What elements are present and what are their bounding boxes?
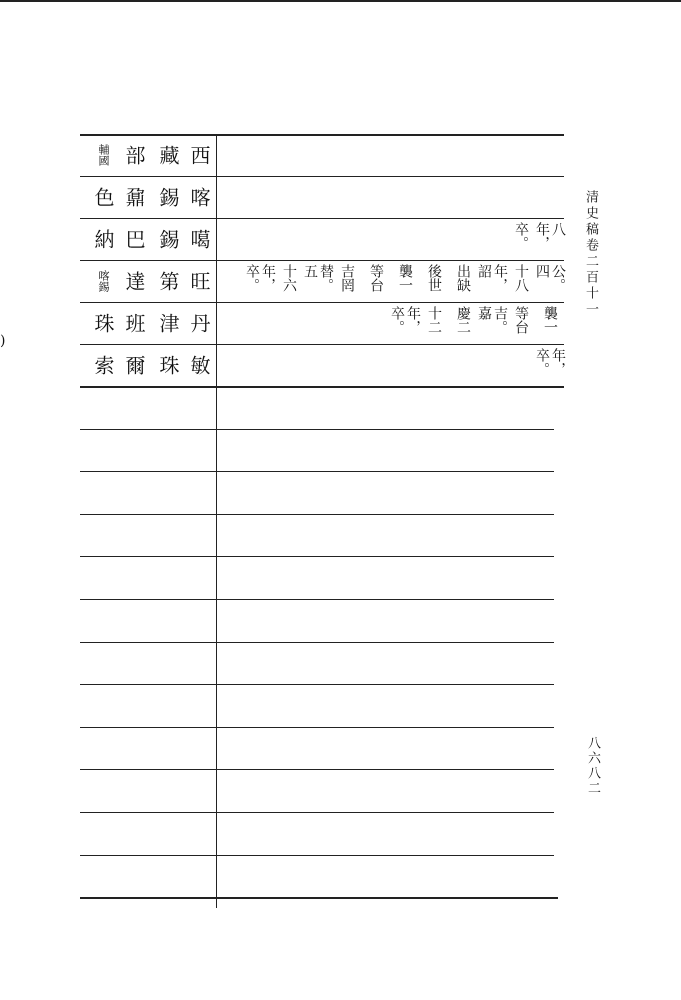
content-text: 十八 [513,264,529,292]
table-row [80,302,564,344]
name-column [89,344,117,386]
name-column [120,260,148,302]
name-text: 第 [156,271,180,291]
name-column [154,260,182,302]
content-cell [230,264,564,298]
name-text: 旺 [187,271,211,291]
name-column [120,344,148,386]
name-column [120,302,148,344]
content-text: 年，詔 [476,264,508,292]
table-row [80,344,564,386]
content-column [275,264,303,298]
content-column [246,264,274,298]
content-text: 年，卒。 [534,348,566,376]
content-text: 慶二 [455,306,471,334]
content-text: 後世 [426,264,442,292]
content-column [536,264,564,298]
name-column [120,218,148,260]
content-cell [230,138,564,172]
name-column [89,302,117,344]
name-column [185,218,213,260]
content-text: 吉罔 [339,264,355,292]
row-rule [80,855,554,856]
content-column [536,348,564,382]
book-title: 清史稿卷二百十一 [583,190,598,318]
name-cell [80,260,216,302]
name-column [120,176,148,218]
name-column [185,176,213,218]
content-text: 年，卒。 [389,306,421,334]
name-column [154,176,182,218]
name-cell [80,344,216,386]
content-cell [230,222,564,256]
table-row [80,260,564,302]
content-column [449,306,477,340]
table-row [80,176,564,218]
content-cell [230,306,564,340]
name-column [89,260,117,302]
content-text: 替。五 [302,264,334,292]
content-column [391,306,419,340]
name-column [154,302,182,344]
content-column [507,264,535,298]
name-cell [80,302,216,344]
name-text: 鼐 [122,187,146,207]
name-cell [80,218,216,260]
name-text: 敏 [187,355,211,375]
row-rule [80,812,554,813]
name-text: 巴 [122,229,146,249]
name-text: 喀錫 [97,270,110,292]
name-column [185,302,213,344]
row-rule [80,471,554,472]
name-text: 喀 [187,187,211,207]
content-text: 吉。嘉 [476,306,508,334]
content-cell [230,180,564,214]
name-text: 津 [156,313,180,333]
name-text: 部 [122,145,146,165]
content-column [536,222,564,256]
name-text: 錫 [156,229,180,249]
name-text: 珠 [91,313,115,333]
name-column [89,134,117,176]
content-text: 十二 [426,306,442,334]
content-text: 公。四 [534,264,566,292]
row-rule [80,556,554,557]
name-column [154,134,182,176]
content-text: 等台 [368,264,384,292]
name-column [185,260,213,302]
row-rule [80,684,554,685]
name-text: 西 [187,145,211,165]
row-rule [80,429,554,430]
table-row [80,134,564,176]
top-border [0,0,681,2]
name-text: 色 [91,187,115,207]
name-column [154,218,182,260]
table-bottom-rule [80,897,558,899]
name-column [185,344,213,386]
margin-mark: ) [0,333,6,349]
content-column [304,264,332,298]
content-column [391,264,419,298]
name-column [185,134,213,176]
name-text: 班 [122,313,146,333]
name-text: 輔國 [97,144,110,166]
content-text: 襲一 [542,306,558,334]
row-rule [80,514,554,515]
content-text: 襲一 [397,264,413,292]
content-column [333,264,361,298]
content-column [507,306,535,340]
name-text: 珠 [156,355,180,375]
name-column [154,344,182,386]
content-column [420,264,448,298]
content-cell [230,348,564,382]
name-text: 丹 [187,313,211,333]
content-column [478,264,506,298]
content-text: 八年， [534,222,566,250]
row-rule [80,386,564,388]
name-cell [80,134,216,176]
name-text: 索 [91,355,115,375]
content-text: 年，卒。 [244,264,276,292]
name-column [120,134,148,176]
row-rule [80,769,554,770]
content-column [420,306,448,340]
row-rule [80,599,554,600]
content-text: 出缺 [455,264,471,292]
content-column [507,222,535,256]
content-column [536,306,564,340]
name-text: 達 [122,271,146,291]
name-text: 噶 [187,229,211,249]
content-column [449,264,477,298]
name-text: 爾 [122,355,146,375]
content-text: 等台 [513,306,529,334]
content-column [478,306,506,340]
table-row [80,218,564,260]
name-text: 藏 [156,145,180,165]
name-text: 錫 [156,187,180,207]
content-text: 十六 [281,264,297,292]
name-cell [80,176,216,218]
name-text: 納 [91,229,115,249]
content-column [362,264,390,298]
genealogy-table [80,134,564,916]
row-rule [80,727,554,728]
name-column [89,218,117,260]
page-number: 八六八二 [585,736,600,796]
content-text: 卒。 [513,222,529,250]
row-rule [80,642,554,643]
name-column [89,176,117,218]
